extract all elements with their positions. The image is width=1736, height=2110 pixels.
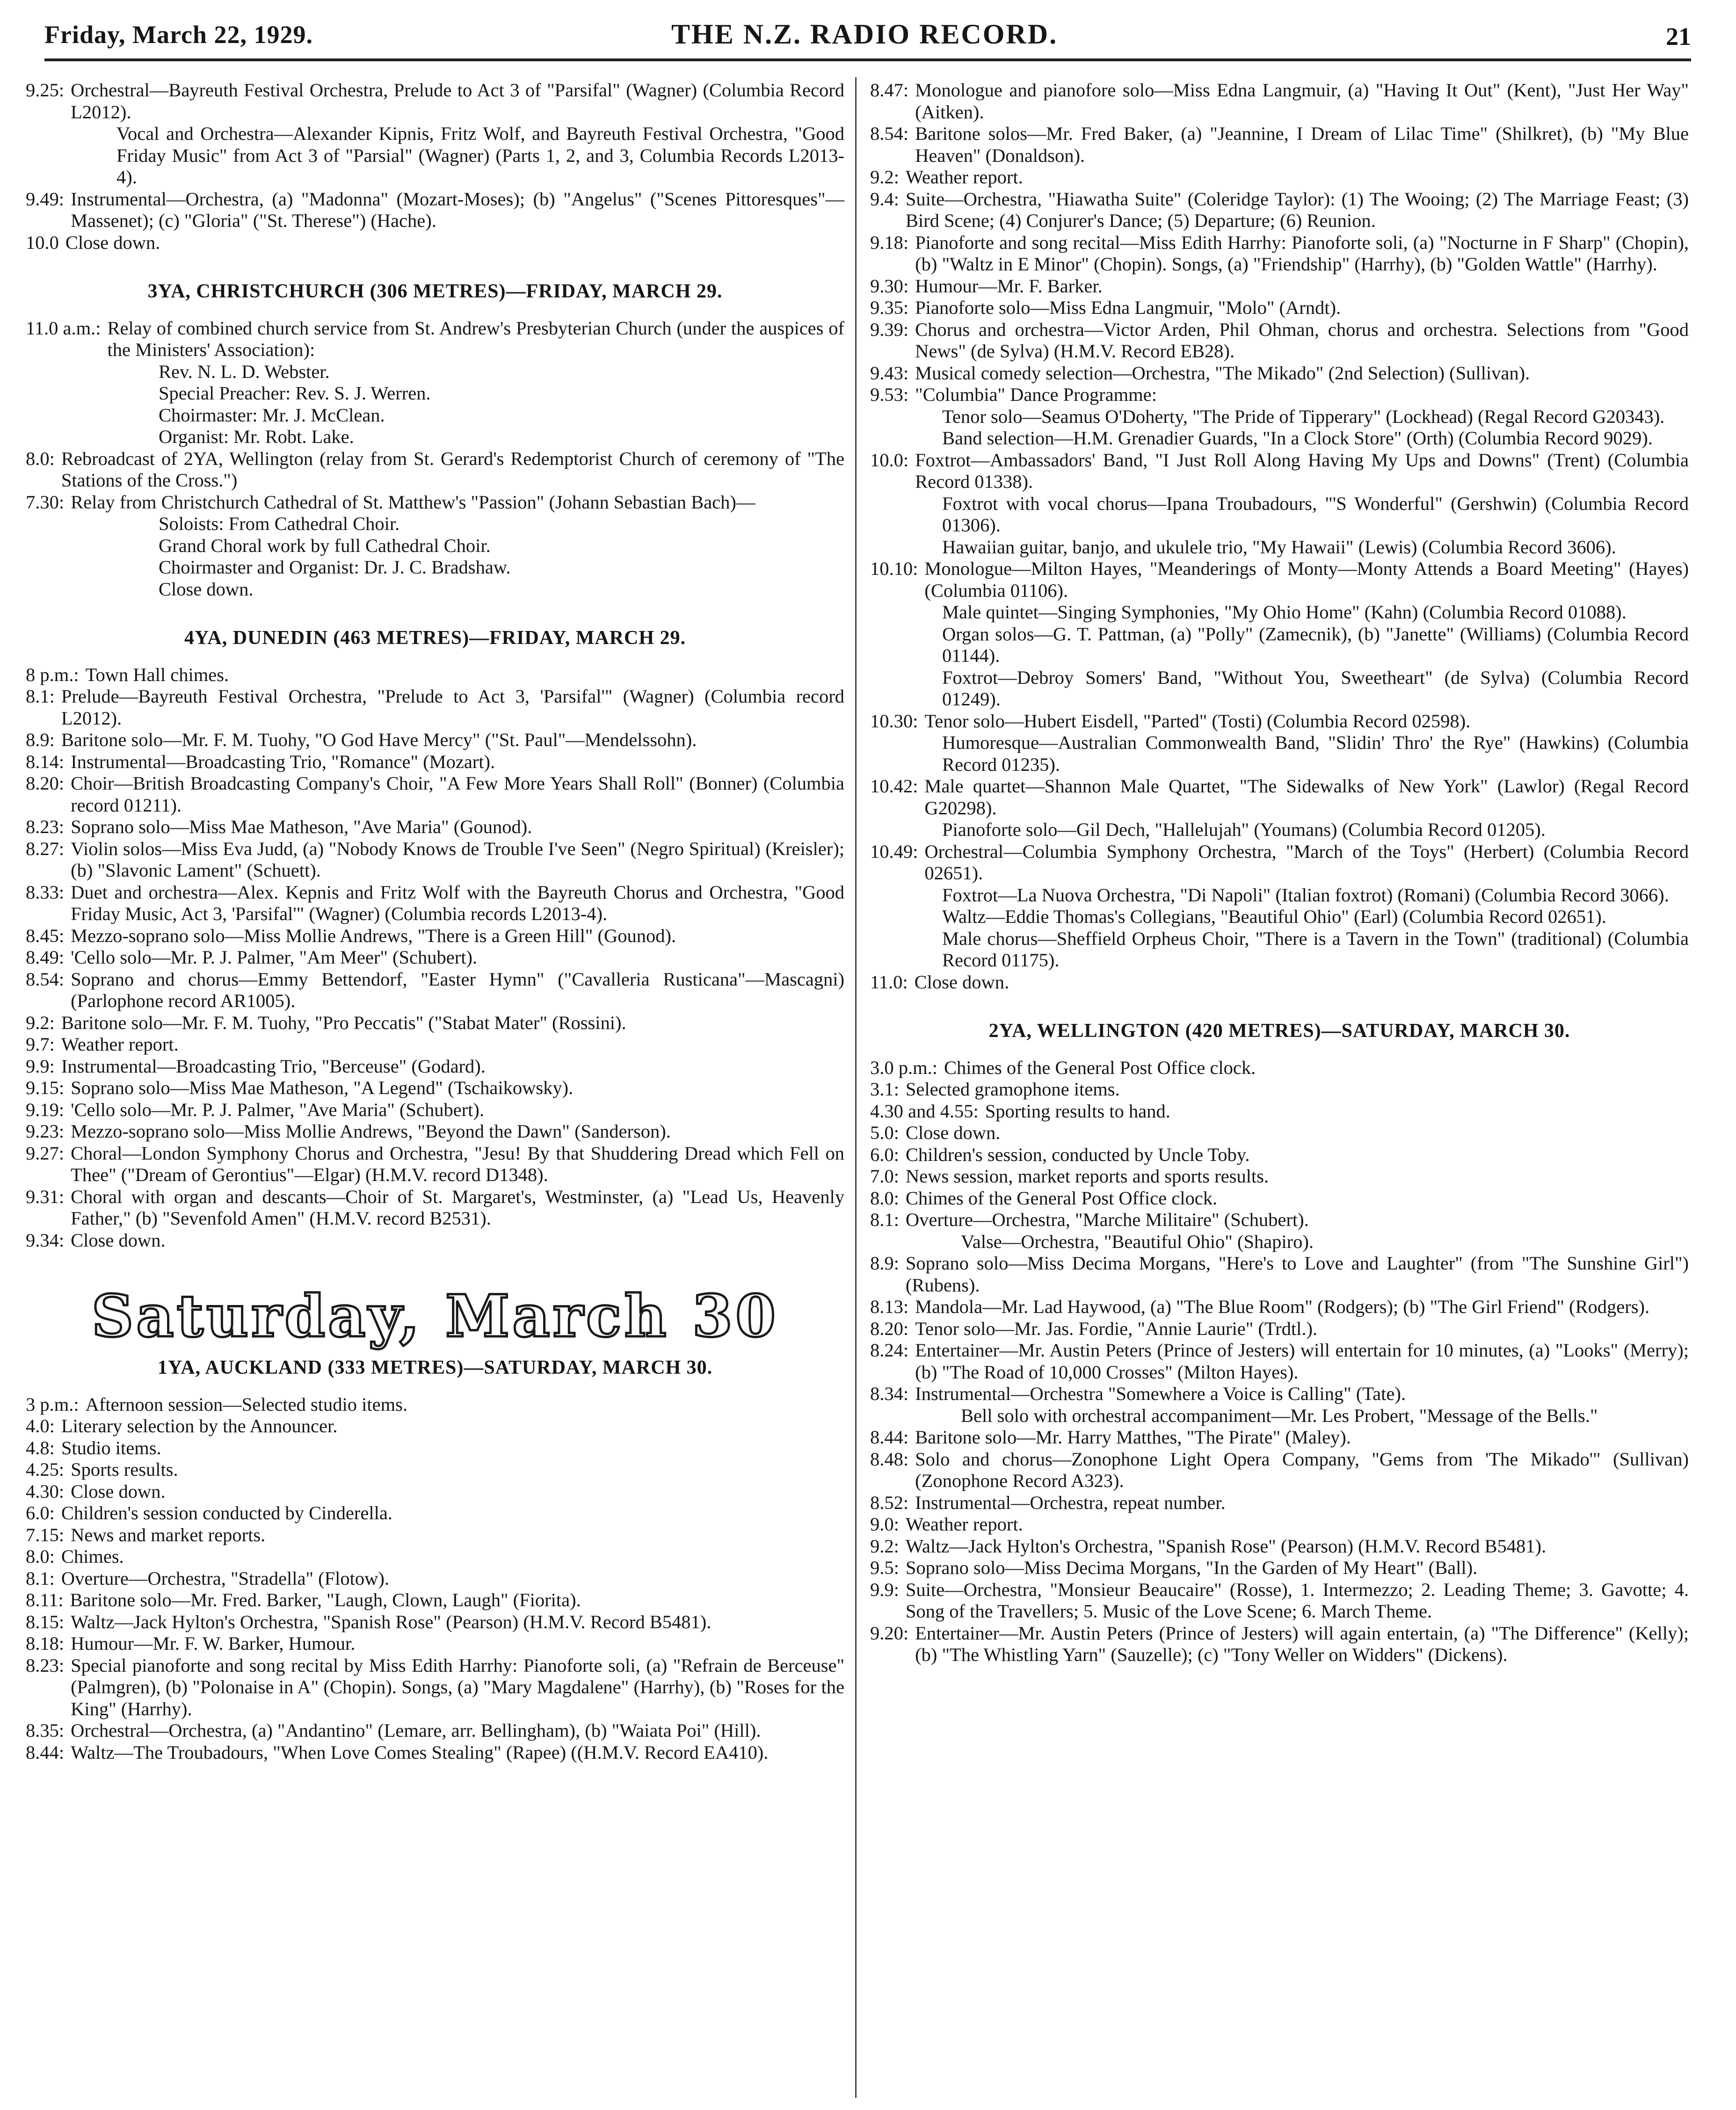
- entry-text: Monologue and pianofore solo—Miss Edna Langmuir, (a) "Having It Out" (Kent), "Just Her Way" (Aitken).: [915, 80, 1689, 123]
- programme-entry: [26, 1394, 844, 1416]
- entry-text: "Columbia" Dance Programme:: [915, 384, 1157, 405]
- programme-entry: [26, 557, 844, 579]
- programme-entry: [26, 1056, 844, 1078]
- programme-entry: [26, 1034, 844, 1056]
- entry-text: Entertainer—Mr. Austin Peters (Prince of Jesters) will entertain for 10 minutes, (a) "Looks" (Merry); (b) "The Road of 10,000 Crosses" (Milton Hayes).: [915, 1340, 1689, 1383]
- entry-time: 8.0:: [870, 1187, 899, 1209]
- entry-time: 9.7:: [26, 1034, 55, 1055]
- entry-text: Rebroadcast of 2YA, Wellington (relay from St. Gerard's Redemptorist Church of ceremony of "The Stations of the Cross."): [61, 448, 844, 491]
- entry-text: 'Cello solo—Mr. P. J. Palmer, "Am Meer" (Schubert).: [71, 947, 478, 968]
- programme-entry: [870, 885, 1689, 906]
- entry-time: 8.44:: [26, 1741, 65, 1763]
- entry-time: 9.2:: [870, 1535, 899, 1557]
- entry-text: Instrumental—Orchestra, repeat number.: [915, 1492, 1226, 1513]
- programme-entry: [26, 1742, 844, 1764]
- entry-text: Weather report.: [905, 167, 1023, 188]
- entry-time: 4.0:: [26, 1415, 55, 1436]
- entry-text: Weather report.: [61, 1034, 179, 1055]
- programme-entry: [870, 1427, 1689, 1449]
- entry-text: Monologue—Milton Hayes, "Meanderings of Monty—Monty Attends a Board Meeting" (Hayes) (Columbia 01106).: [924, 558, 1689, 601]
- entry-time: 9.31:: [26, 1186, 65, 1207]
- entry-text: Weather report.: [905, 1514, 1023, 1535]
- programme-entry: [26, 448, 844, 492]
- entry-text: Close down.: [71, 1229, 166, 1251]
- entry-text: Children's session conducted by Cinderella.: [61, 1502, 392, 1523]
- entry-text: Relay from Christchurch Cathedral of St. Matthew's "Passion" (Johann Sebastian Bach)—: [71, 491, 755, 513]
- programme-entry: [870, 1492, 1689, 1514]
- entry-time: 8.11:: [26, 1589, 64, 1610]
- entry-text: Prelude—Bayreuth Festival Orchestra, "Prelude to Act 3, 'Parsifal'" (Wagner) (Columbia record L2012).: [61, 686, 844, 729]
- entry-text: Soprano and chorus—Emmy Bettendorf, "Easter Hymn" ("Cavalleria Rusticana"—Mascagni) (Parlophone record AR1005).: [71, 968, 844, 1011]
- programme-entry: [870, 1514, 1689, 1536]
- programme-entry: [26, 361, 844, 383]
- entry-text: Bell solo with orchestral accompaniment—Mr. Les Probert, "Message of the Bells.": [961, 1405, 1598, 1426]
- entry-text: Orchestral—Bayreuth Festival Orchestra, Prelude to Act 3 of "Parsifal" (Wagner) (Columbia Record L2012).: [71, 80, 844, 123]
- entry-time: 8.52:: [870, 1492, 909, 1513]
- entry-time: 9.0:: [870, 1514, 899, 1535]
- programme-entry: [870, 1144, 1689, 1166]
- entry-time: 4.30 and 4.55:: [870, 1100, 979, 1122]
- programme-entry: [26, 882, 844, 925]
- left-column: [26, 80, 844, 1763]
- entry-text: Close down.: [914, 971, 1010, 993]
- entry-time: 9.39:: [870, 319, 909, 340]
- newspaper-title: THE N.Z. RADIO RECORD.: [671, 19, 1058, 50]
- entry-text: Soprano solo—Miss Mae Matheson, "A Legend" (Tschaikowsky).: [71, 1077, 574, 1098]
- entry-time: 9.2:: [870, 167, 899, 188]
- entry-time: 10.30:: [870, 710, 918, 732]
- entry-time: 9.2:: [26, 1012, 55, 1033]
- entry-time: 8.54:: [26, 968, 65, 990]
- entry-time: 6.0:: [870, 1144, 899, 1165]
- entry-time: 11.0 a.m.:: [26, 317, 101, 339]
- section-heading-1ya: 1YA, AUCKLAND (333 METRES)—SATURDAY, MARCH 30.: [157, 1357, 713, 1378]
- entry-text: Close down.: [71, 1480, 166, 1502]
- programme-entry: [26, 492, 844, 514]
- entry-text: Waltz—Jack Hylton's Orchestra, "Spanish Rose" (Pearson) (H.M.V. Record B5481).: [905, 1535, 1547, 1557]
- entry-time: 8.1:: [26, 686, 55, 707]
- programme-entry: [870, 1057, 1689, 1079]
- programme-entry: [26, 426, 844, 448]
- programme-entry: [26, 1012, 844, 1034]
- entry-text: Duet and orchestra—Alex. Kepnis and Fritz Wolf with the Bayreuth Chorus and Orchestra, "Good Friday Music, Act 3, 'Parsifal'" (Wagner) (Columbia records L2013-4).: [71, 881, 844, 924]
- entry-text: Special pianoforte and song recital by Miss Edith Harrhy: Pianoforte soli, (a) "Refrain de Berceuse" (Palmgren), (b) "Polonaise in A" (Chopin). Songs, (a) "Mary Magdalene" (Harrhy), (b) "Roses for the King" (Harrhy).: [71, 1654, 844, 1719]
- entry-text: News and market reports.: [71, 1524, 266, 1545]
- entry-text: Waltz—The Troubadours, "When Love Comes Stealing" (Rapee) ((H.M.V. Record EA410).: [71, 1741, 769, 1763]
- entry-time: 8.20:: [26, 773, 65, 794]
- entry-text: Relay of combined church service from St. Andrew's Presbyterian Church (under the auspices of the Ministers' Association):: [107, 317, 844, 360]
- entry-text: Entertainer—Mr. Austin Peters (Prince of Jesters) will again entertain, (a) "The Difference" (Kelly); (b) "The Whistling Yarn" (Sauzelle); (c) "Tony Weller on Widders" (Dickens).: [915, 1622, 1689, 1665]
- entry-text: Town Hall chimes.: [85, 664, 229, 685]
- entry-time: 10.49:: [870, 841, 918, 862]
- programme-entry: [870, 1231, 1689, 1253]
- entry-text: Baritone solo—Mr. F. M. Tuohy, "O God Have Mercy" ("St. Paul"—Mendelssohn).: [61, 729, 697, 750]
- entry-text: Close down.: [65, 232, 160, 253]
- entry-text: Close down.: [905, 1122, 1001, 1143]
- programme-entry: [26, 1720, 844, 1742]
- programme-entry: [870, 1253, 1689, 1296]
- programme-entry: [870, 1166, 1689, 1188]
- entry-time: 9.49:: [26, 188, 65, 210]
- entry-time: 8.1:: [26, 1567, 55, 1589]
- entry-time: 8.1:: [870, 1209, 899, 1230]
- entry-time: 4.30:: [26, 1480, 65, 1502]
- programme-entry: [26, 405, 844, 427]
- entry-text: Baritone solo—Mr. Harry Matthes, "The Pirate" (Maley).: [915, 1427, 1351, 1448]
- entry-text: Overture—Orchestra, "Stradella" (Flotow).: [61, 1567, 389, 1589]
- entry-text: Sports results.: [71, 1459, 178, 1480]
- programme-entry: [870, 1101, 1689, 1123]
- programme-entry: [26, 838, 844, 882]
- right-continued-programme: [870, 80, 1689, 993]
- programme-entry: [870, 363, 1689, 384]
- entry-time: 7.15:: [26, 1524, 65, 1545]
- programme-entry: [870, 558, 1689, 602]
- programme-entry: [870, 1579, 1689, 1623]
- entry-time: 10.42:: [870, 776, 918, 797]
- entry-text: Studio items.: [61, 1437, 161, 1458]
- entry-time: 10.0: [26, 232, 59, 253]
- entry-time: 3.1:: [870, 1079, 899, 1100]
- entry-text: Tenor solo—Hubert Eisdell, "Parted" (Tosti) (Columbia Record 02598).: [924, 710, 1471, 732]
- entry-text: Chorus and orchestra—Victor Arden, Phil Ohman, chorus and orchestra. Selections from "Good News" (de Sylva) (H.M.V. Record EB28).: [915, 319, 1689, 362]
- entry-text: Baritone solo—Mr. Fred. Barker, "Laugh, Clown, Laugh" (Fiorita).: [70, 1589, 581, 1610]
- entry-time: 8.47:: [870, 80, 909, 101]
- programme-entry: [870, 232, 1689, 276]
- entry-time: 8.35:: [26, 1720, 65, 1741]
- programme-entry: [26, 1546, 844, 1568]
- entry-text: Soprano solo—Miss Mae Matheson, "Ave Maria" (Gounod).: [71, 816, 532, 837]
- programme-3ya: [26, 318, 844, 601]
- entry-time: 9.15:: [26, 1077, 65, 1098]
- entry-time: 8.15:: [26, 1611, 65, 1632]
- entry-text: Selected gramophone items.: [905, 1079, 1120, 1100]
- entry-time: 8 p.m.:: [26, 664, 79, 685]
- entry-time: 8.23:: [26, 816, 65, 837]
- programme-entry: [26, 751, 844, 773]
- entry-time: 6.0:: [26, 1502, 55, 1523]
- programme-entry: [870, 1536, 1689, 1558]
- programme-entry: [870, 1296, 1689, 1318]
- entry-time: 8.34:: [870, 1383, 909, 1404]
- programme-entry: [26, 947, 844, 969]
- entry-time: 8.18:: [26, 1633, 65, 1654]
- programme-entry: [870, 841, 1689, 885]
- entry-time: 8.9:: [26, 729, 55, 750]
- entry-text: Male chorus—Sheffield Orpheus Choir, "There is a Tavern in the Town" (traditional) (Columbia Record 01175).: [942, 928, 1689, 971]
- entry-text: Orchestral—Orchestra, (a) "Andantino" (Lemare, arr. Bellingham), (b) "Waiata Poi" (Hill).: [71, 1720, 761, 1741]
- left-continued-programme: [26, 80, 844, 254]
- entry-text: Soprano solo—Miss Decima Morgans, "Here's to Love and Laughter" (from "The Sunshine Girl") (Rubens).: [905, 1253, 1689, 1296]
- entry-time: 9.4:: [870, 188, 899, 210]
- programme-2ya: [870, 1057, 1689, 1666]
- programme-entry: [870, 1079, 1689, 1101]
- programme-entry: [870, 297, 1689, 319]
- entry-text: Close down.: [159, 578, 254, 600]
- programme-entry: [26, 513, 844, 535]
- entry-time: 9.27:: [26, 1142, 65, 1164]
- programme-entry: [870, 1209, 1689, 1231]
- programme-entry: [26, 1121, 844, 1143]
- programme-entry: [870, 819, 1689, 841]
- programme-entry: [870, 776, 1689, 819]
- section-heading-4ya: 4YA, DUNEDIN (463 METRES)—FRIDAY, MARCH 29.: [184, 627, 686, 649]
- entry-text: Musical comedy selection—Orchestra, "The Mikado" (2nd Selection) (Sullivan).: [915, 362, 1530, 384]
- entry-text: Organist: Mr. Robt. Lake.: [159, 426, 354, 447]
- programme-entry: [870, 624, 1689, 667]
- programme-entry: [26, 1589, 844, 1611]
- programme-entry: [26, 535, 844, 557]
- programme-entry: [870, 319, 1689, 363]
- entry-text: Foxtrot—Debroy Somers' Band, "Without You, Sweetheart" (de Sylva) (Columbia Record 01249).: [942, 667, 1689, 710]
- entry-text: Pianoforte solo—Gil Dech, "Hallelujah" (Youmans) (Columbia Record 01205).: [942, 819, 1546, 840]
- entry-time: 9.43:: [870, 362, 909, 384]
- programme-entry: [26, 232, 844, 254]
- programme-entry: [870, 1340, 1689, 1383]
- programme-entry: [870, 1188, 1689, 1210]
- entry-time: 8.33:: [26, 881, 65, 903]
- entry-text: Instrumental—Orchestra, (a) "Madonna" (Mozart-Moses); (b) "Angelus" ("Scenes Pittoresques"—Massenet); (c) "Gloria" ("St. Therese") (Hache).: [71, 188, 844, 231]
- entry-text: Violin solos—Miss Eva Judd, (a) "Nobody Knows de Trouble I've Seen" (Negro Spiritual) (Kreisler); (b) "Slavonic Lament" (Schuett).: [71, 838, 844, 881]
- entry-time: 8.20:: [870, 1318, 909, 1339]
- programme-entry: [870, 450, 1689, 493]
- entry-text: Humour—Mr. F. W. Barker, Humour.: [71, 1633, 356, 1654]
- entry-time: 8.9:: [870, 1253, 899, 1274]
- entry-text: Male quartet—Shannon Male Quartet, "The Sidewalks of New York" (Lawlor) (Regal Record G20298).: [924, 776, 1689, 819]
- entry-time: 9.20:: [870, 1622, 909, 1644]
- entry-time: 9.23:: [26, 1121, 65, 1142]
- programme-entry: [26, 816, 844, 838]
- entry-text: Male quintet—Singing Symphonies, "My Ohio Home" (Kahn) (Columbia Record 01088).: [942, 602, 1627, 623]
- entry-text: Baritone solo—Mr. F. M. Tuohy, "Pro Peccatis" ("Stabat Mater" (Rossini).: [61, 1012, 626, 1033]
- programme-entry: [870, 1383, 1689, 1405]
- programme-entry: [870, 1557, 1689, 1579]
- section-heading-3ya: 3YA, CHRISTCHURCH (306 METRES)—FRIDAY, MARCH 29.: [147, 281, 723, 302]
- programme-entry: [26, 383, 844, 405]
- entry-text: Chimes.: [61, 1546, 124, 1567]
- programme-entry: [26, 686, 844, 729]
- entry-text: Children's session, conducted by Uncle Toby.: [905, 1144, 1250, 1165]
- programme-entry: [26, 579, 844, 601]
- entry-text: Hawaiian guitar, banjo, and ukulele trio, "My Hawaii" (Lewis) (Columbia Record 3606).: [942, 536, 1616, 558]
- programme-entry: [26, 1099, 844, 1121]
- entry-text: Foxtrot—Ambassadors' Band, "I Just Roll Along Having My Ups and Downs" (Trent) (Columbia Record 01338).: [915, 449, 1689, 492]
- programme-entry: [870, 711, 1689, 732]
- entry-time: 10.0:: [870, 449, 909, 471]
- entry-time: 4.8:: [26, 1437, 55, 1458]
- entry-time: 8.54:: [870, 123, 909, 144]
- entry-text: Valse—Orchestra, "Beautiful Ohio" (Shapiro).: [961, 1231, 1314, 1252]
- entry-time: 10.10:: [870, 558, 918, 579]
- masthead: [44, 12, 1691, 61]
- entry-text: Baritone solos—Mr. Fred Baker, (a) "Jeannine, I Dream of Lilac Time" (Shilkret), (b) "My Blue Heaven" (Donaldson).: [915, 123, 1689, 166]
- entry-time: 8.0:: [26, 1546, 55, 1567]
- entry-text: News session, market reports and sports results.: [905, 1166, 1269, 1187]
- entry-text: Waltz—Eddie Thomas's Collegians, "Beautiful Ohio" (Earl) (Columbia Record 02651).: [942, 906, 1606, 927]
- entry-time: 9.9:: [870, 1579, 899, 1600]
- programme-entry: [870, 428, 1689, 450]
- entry-text: Rev. N. L. D. Webster.: [159, 361, 330, 382]
- programme-entry: [870, 667, 1689, 711]
- entry-text: Sporting results to hand.: [985, 1100, 1170, 1122]
- entry-time: 7.30:: [26, 491, 65, 513]
- entry-text: Instrumental—Broadcasting Trio, "Romance" (Mozart).: [71, 751, 495, 772]
- programme-entry: [870, 1318, 1689, 1340]
- programme-entry: [26, 1230, 844, 1252]
- entry-text: Special Preacher: Rev. S. J. Werren.: [159, 383, 431, 404]
- programme-entry: [26, 969, 844, 1012]
- programme-entry: [26, 189, 844, 232]
- column-divider: [855, 77, 857, 2098]
- programme-entry: [26, 1611, 844, 1633]
- programme-entry: [870, 167, 1689, 189]
- entry-time: 8.0:: [26, 448, 55, 469]
- programme-entry: [26, 1481, 844, 1503]
- entry-time: 8.14:: [26, 751, 65, 772]
- entry-text: Pianoforte and song recital—Miss Edith Harrhy: Pianoforte soli, (a) "Nocturne in F Sharp" (Chopin), (b) "Waltz in E Minor" (Chopin). Songs, (a) "Friendship" (Harrhy), (b) "Golden Wattle" (Harrhy).: [915, 232, 1689, 275]
- entry-time: 8.27:: [26, 838, 65, 859]
- entry-time: 4.25:: [26, 1459, 65, 1480]
- programme-entry: [870, 384, 1689, 406]
- programme-entry: [26, 80, 844, 123]
- entry-text: Tenor solo—Mr. Jas. Fordie, "Annie Laurie" (Trdtl.).: [915, 1318, 1318, 1339]
- entry-time: 9.9:: [26, 1055, 55, 1077]
- programme-entry: [870, 276, 1689, 297]
- programme-entry: [26, 925, 844, 947]
- entry-text: Organ solos—G. T. Pattman, (a) "Polly" (Zamecnik), (b) "Janette" (Williams) (Columbia Record 01144).: [942, 623, 1689, 666]
- entry-time: 9.5:: [870, 1557, 899, 1578]
- programme-entry: [26, 1186, 844, 1230]
- programme-entry: [870, 123, 1689, 167]
- entry-text: Literary selection by the Announcer.: [61, 1415, 338, 1436]
- programme-entry: [26, 1143, 844, 1186]
- entry-text: Mezzo-soprano solo—Miss Mollie Andrews, "Beyond the Dawn" (Sanderson).: [71, 1121, 671, 1142]
- entry-time: 9.18:: [870, 232, 909, 253]
- entry-text: Choral with organ and descants—Choir of St. Margaret's, Westminster, (a) "Lead Us, Heavenly Father," (b) "Sevenfold Amen" (H.M.V. record B2531).: [71, 1186, 844, 1229]
- programme-entry: [26, 1568, 844, 1590]
- programme-entry: [26, 1655, 844, 1720]
- programme-entry: [870, 1449, 1689, 1492]
- programme-entry: [26, 1633, 844, 1655]
- entry-text: Mezzo-soprano solo—Miss Mollie Andrews, "There is a Green Hill" (Gounod).: [71, 925, 676, 946]
- section-heading-2ya: 2YA, WELLINGTON (420 METRES)—SATURDAY, MARCH 30.: [988, 1020, 1570, 1042]
- programme-entry: [870, 537, 1689, 558]
- programme-entry: [870, 602, 1689, 624]
- entry-text: Chimes of the General Post Office clock.: [905, 1187, 1218, 1209]
- entry-time: 8.23:: [26, 1654, 65, 1676]
- entry-text: Choirmaster: Mr. J. McClean.: [159, 404, 385, 426]
- programme-entry: [26, 1437, 844, 1459]
- programme-entry: [870, 1623, 1689, 1666]
- entry-text: Suite—Orchestra, "Monsieur Beaucaire" (Rosse), 1. Intermezzo; 2. Leading Theme; 3. Gavotte; 4. Song of the Travellers; 5. Music of the Love Scene; 6. March Theme.: [905, 1579, 1689, 1622]
- masthead-rule: [44, 58, 1691, 61]
- programme-entry: [26, 123, 844, 189]
- entry-time: 3.0 p.m.:: [870, 1057, 938, 1078]
- entry-text: Humour—Mr. F. Barker.: [915, 275, 1103, 297]
- page-number: 21: [1666, 22, 1691, 51]
- entry-text: Afternoon session—Selected studio items.: [85, 1393, 408, 1415]
- programme-entry: [26, 318, 844, 361]
- entry-text: Soprano solo—Miss Decima Morgans, "In the Garden of My Heart" (Ball).: [905, 1557, 1478, 1578]
- entry-text: Foxtrot with vocal chorus—Ipana Troubadours, "'S Wonderful" (Gershwin) (Columbia Record 01306).: [942, 493, 1689, 536]
- programme-entry: [870, 928, 1689, 972]
- entry-time: 8.13:: [870, 1296, 909, 1317]
- entry-text: Waltz—Jack Hylton's Orchestra, "Spanish Rose" (Pearson) (H.M.V. Record B5481).: [71, 1611, 712, 1632]
- entry-text: Pianoforte solo—Miss Edna Langmuir, "Molo" (Arndt).: [915, 297, 1341, 318]
- entry-text: Overture—Orchestra, "Marche Militaire" (Schubert).: [905, 1209, 1309, 1230]
- entry-time: 5.0:: [870, 1122, 899, 1143]
- programme-entry: [26, 1459, 844, 1481]
- programme-4ya: [26, 664, 844, 1252]
- entry-time: 8.48:: [870, 1448, 909, 1470]
- entry-time: 9.19:: [26, 1099, 65, 1120]
- entry-text: Choir—British Broadcasting Company's Choir, "A Few More Years Shall Roll" (Bonner) (Columbia record 01211).: [71, 773, 844, 816]
- entry-text: Chimes of the General Post Office clock.: [944, 1057, 1256, 1078]
- programme-entry: [26, 664, 844, 686]
- programme-entry: [870, 906, 1689, 928]
- programme-entry: [870, 189, 1689, 232]
- entry-text: Band selection—H.M. Grenadier Guards, "In a Clock Store" (Orth) (Columbia Record 9029).: [942, 428, 1653, 449]
- programme-entry: [870, 732, 1689, 776]
- programme-entry: [870, 80, 1689, 123]
- programme-1ya: [26, 1394, 844, 1764]
- entry-text: Instrumental—Broadcasting Trio, "Berceuse" (Godard).: [61, 1055, 486, 1077]
- entry-time: 8.44:: [870, 1427, 909, 1448]
- programme-entry: [870, 1405, 1689, 1427]
- entry-text: Instrumental—Orchestra "Somewhere a Voice is Calling" (Tate).: [915, 1383, 1406, 1404]
- entry-time: 9.34:: [26, 1229, 65, 1251]
- entry-time: 8.49:: [26, 947, 65, 968]
- entry-time: 7.0:: [870, 1166, 899, 1187]
- programme-entry: [870, 972, 1689, 993]
- programme-entry: [26, 1077, 844, 1099]
- entry-text: Mandola—Mr. Lad Haywood, (a) "The Blue Room" (Rodgers); (b) "The Girl Friend" (Rodgers).: [915, 1296, 1650, 1317]
- programme-entry: [870, 1122, 1689, 1144]
- entry-text: Choirmaster and Organist: Dr. J. C. Bradshaw.: [159, 557, 511, 578]
- entry-text: Humoresque—Australian Commonwealth Band, "Slidin' Thro' the Rye" (Hawkins) (Columbia Record 01235).: [942, 732, 1689, 775]
- programme-entry: [26, 1415, 844, 1437]
- programme-entry: [870, 493, 1689, 537]
- entry-text: Suite—Orchestra, "Hiawatha Suite" (Coleridge Taylor): (1) The Wooing; (2) The Marriage Feast; (3) Bird Scene; (4) Conjurer's Dance; (5) Departure; (6) Reunion.: [905, 188, 1689, 231]
- entry-time: 8.24:: [870, 1340, 909, 1361]
- entry-text: Orchestral—Columbia Symphony Orchestra, "March of the Toys" (Herbert) (Columbia Record 02651).: [924, 841, 1689, 884]
- entry-text: Grand Choral work by full Cathedral Choir.: [159, 535, 491, 556]
- entry-text: Soloists: From Cathedral Choir.: [159, 513, 400, 534]
- entry-time: 9.53:: [870, 384, 909, 405]
- entry-text: Vocal and Orchestra—Alexander Kipnis, Fritz Wolf, and Bayreuth Festival Orchestra, "Good Friday Music" from Act 3 of "Parsial" (Wagner) (Parts 1, 2, and 3, Columbia Records L2013-4).: [116, 123, 844, 188]
- programme-entry: [26, 773, 844, 816]
- entry-time: 9.30:: [870, 275, 909, 297]
- programme-entry: [26, 729, 844, 751]
- entry-text: Solo and chorus—Zonophone Light Opera Company, "Gems from 'The Mikado'" (Sullivan) (Zonophone Record A323).: [915, 1448, 1689, 1491]
- entry-time: 11.0:: [870, 971, 908, 993]
- entry-time: 3 p.m.:: [26, 1393, 79, 1415]
- entry-time: 9.25:: [26, 80, 65, 101]
- entry-time: 9.35:: [870, 297, 909, 318]
- entry-text: Foxtrot—La Nuova Orchestra, "Di Napoli" (Italian foxtrot) (Romani) (Columbia Record 3066).: [942, 884, 1669, 906]
- programme-entry: [26, 1524, 844, 1546]
- issue-date: Friday, March 22, 1929.: [44, 21, 313, 49]
- day-heading: Saturday, March 30: [91, 1283, 779, 1350]
- programme-entry: [870, 406, 1689, 428]
- right-column: [870, 80, 1689, 1666]
- entry-text: Tenor solo—Seamus O'Doherty, "The Pride of Tipperary" (Lockhead) (Regal Record G20343).: [942, 406, 1665, 427]
- entry-text: 'Cello solo—Mr. P. J. Palmer, "Ave Maria" (Schubert).: [71, 1099, 485, 1120]
- entry-time: 8.45:: [26, 925, 65, 946]
- programme-entry: [26, 1502, 844, 1524]
- entry-text: Choral—London Symphony Chorus and Orchestra, "Jesu! By that Shuddering Dread which Fell on Thee" ("Dream of Gerontius"—Elgar) (H.M.V. record D1348).: [71, 1142, 844, 1185]
